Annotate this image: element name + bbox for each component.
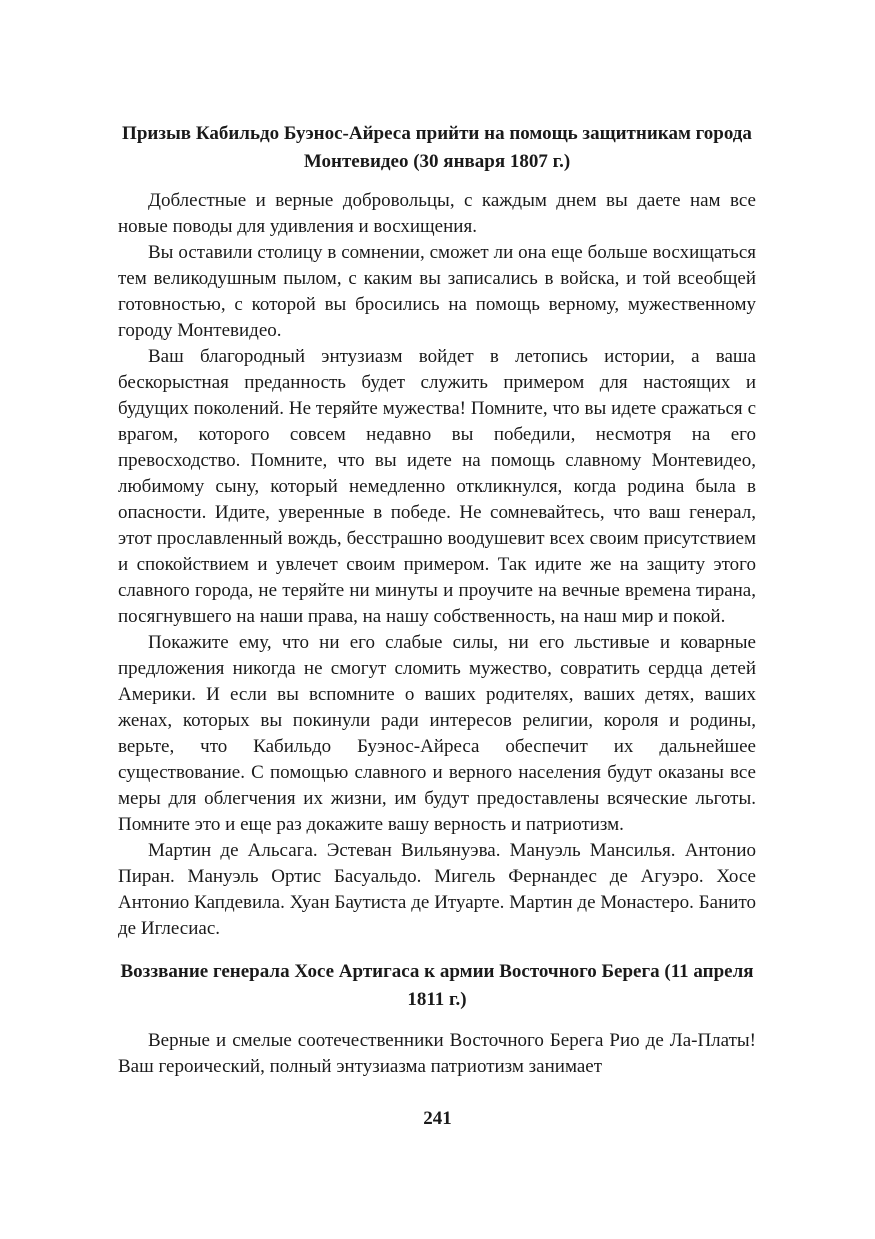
paragraph: Доблестные и верные добровольцы, с каждым днем вы даете нам все новые поводы для удивления и восхищения. bbox=[118, 190, 756, 237]
paragraph: Ваш благородный энтузиазм войдет в летопись истории, а ваша бескорыстная преданность будет служить примером для настоящих и будущих поколений. Не теряйте мужества! Помните, что вы идете сражаться с врагом, которого совсем недавно вы победили, несмотря на его превосходство. Помните, что вы идете на помощь славному Монтевидео, любимому сыну, который немедленно откликнулся, когда родина была в опасности. Идите, уверенные в победе. Не сомневайтесь, что ваш генерал, этот прославленный вождь, бесстрашно воодушевит всех своим присутствием и спокойствием и увлечет своим примером. Так идите же на защиту этого славного города, не теряйте ни минуты и проучите на вечные времена тирана, посягнувшего на наши права, на нашу собственность, на наш мир и покой. bbox=[118, 346, 756, 627]
paragraph: Вы оставили столицу в сомнении, сможет ли она еще больше восхищаться тем великодушным пылом, с каким вы записались в войска, и той всеобщей готовностью, с которой вы бросились на помощь верному, мужественному городу Монтевидео. bbox=[118, 242, 756, 341]
section-2-body bbox=[118, 1028, 756, 1080]
paragraph: Верные и смелые соотечественники Восточного Берега Рио де Ла-Платы! Ваш героический, полный энтузиазма патриотизм занимает bbox=[118, 1030, 756, 1077]
section-1-title: Призыв Кабильдо Буэнос-Айреса прийти на помощь защитникам города Монтевидео (30 января 1807 г.) bbox=[122, 123, 752, 172]
section-2-title: Воззвание генерала Хосе Артигаса к армии Восточного Берега (11 апреля 1811 г.) bbox=[120, 961, 754, 1010]
signatories-paragraph: Мартин де Альсага. Эстеван Вильянуэва. Мануэль Мансилья. Антонио Пиран. Мануэль Ортис Басуальдо. Мигель Фернандес де Агуэро. Хосе Антонио Капдевила. Хуан Баутиста де Итуарте. Мартин де Монастеро. Банито де Иглесиас. bbox=[118, 840, 756, 939]
paragraph: Покажите ему, что ни его слабые силы, ни его льстивые и коварные предложения никогда не смогут сломить мужество, совратить сердца детей Америки. И если вы вспомните о ваших родителях, ваших детях, ваших женах, которых вы покинули ради интересов религии, короля и родины, верьте, что Кабильдо Буэнос-Айреса обеспечит их дальнейшее существование. С помощью славного и верного населения будут оказаны все меры для облегчения их жизни, им будут предоставлены всяческие льготы. Помните это и еще раз докажите вашу верность и патриотизм. bbox=[118, 632, 756, 835]
page-number: 241 bbox=[423, 1108, 452, 1129]
section-1-body bbox=[118, 188, 756, 942]
